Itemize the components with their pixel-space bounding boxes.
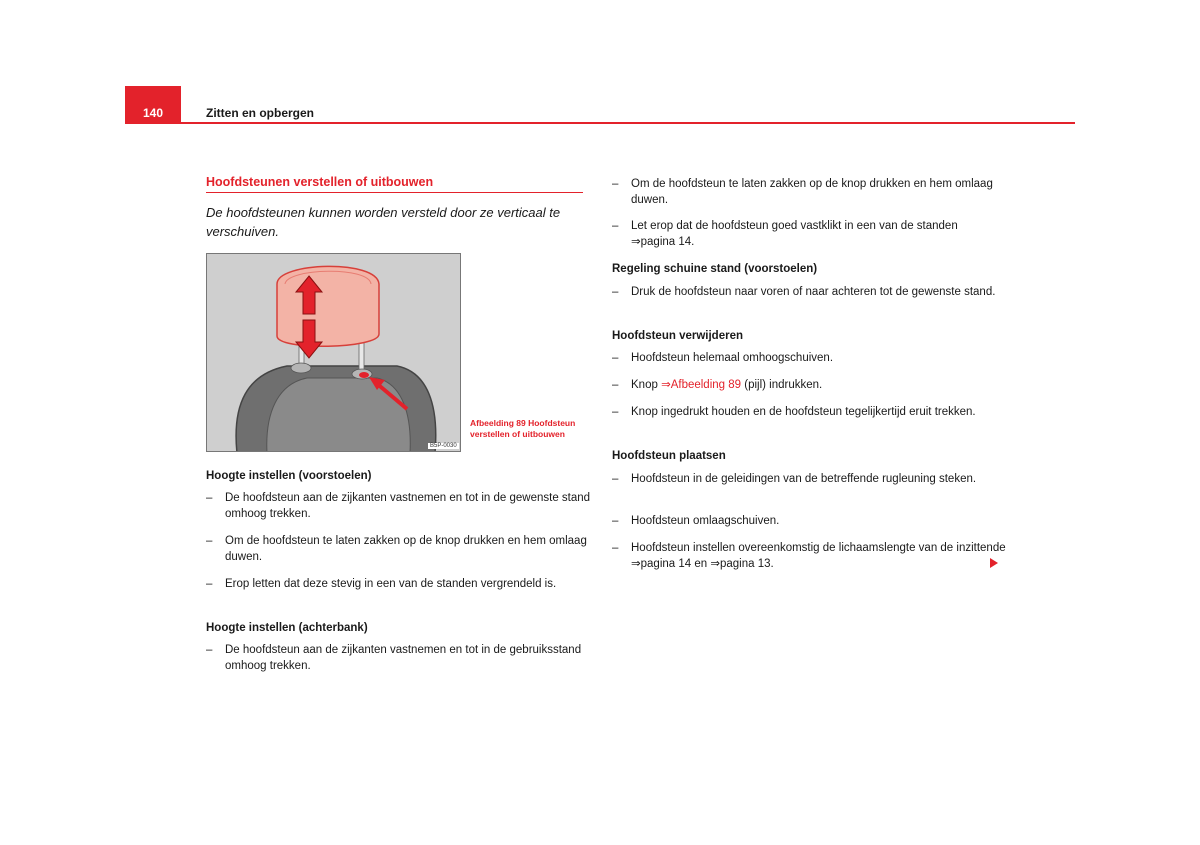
list-item xyxy=(612,471,1006,487)
list-item-text: Hoofdsteun in de geleidingen van de betreffende rugleuning steken. xyxy=(631,473,977,485)
heading-verwijderen: Hoofdsteun verwijderen xyxy=(612,330,743,342)
list-item xyxy=(612,513,1006,529)
list-dash: – xyxy=(612,352,619,364)
list-dash: – xyxy=(206,492,213,504)
list-item-text: Om de hoofdsteun te laten zakken op de knop drukken en hem omlaag duwen. xyxy=(225,535,587,563)
list-item xyxy=(206,533,600,565)
list-item-text: Hoofdsteun helemaal omhoogschuiven. xyxy=(631,352,834,364)
list-item xyxy=(612,377,1006,393)
list-item-text: Druk de hoofdsteun naar voren of naar achteren tot de gewenste stand. xyxy=(631,286,996,298)
list-item xyxy=(612,404,1006,420)
heading-hoogte-achterbank: Hoogte instellen (achterbank) xyxy=(206,622,368,634)
list-item-text: De hoofdsteun aan de zijkanten vastnemen en tot in de gewenste stand omhoog trekken. xyxy=(225,492,591,520)
list-item xyxy=(612,218,991,250)
heading-plaatsen: Hoofdsteun plaatsen xyxy=(612,450,726,462)
list-dash: – xyxy=(612,379,619,391)
list-item xyxy=(612,540,1011,572)
list-dash: – xyxy=(612,542,619,554)
list-item xyxy=(206,576,600,592)
list-item-text: De hoofdsteun aan de zijkanten vastnemen en tot in de gebruiksstand omhoog trekken. xyxy=(225,644,582,672)
list-item-text: Om de hoofdsteun te laten zakken op de knop drukken en hem omlaag duwen. xyxy=(631,178,993,206)
list-item xyxy=(206,642,585,674)
list-item xyxy=(612,284,1001,300)
list-item-text: Erop letten dat deze stevig in een van de standen vergrendeld is. xyxy=(225,578,557,590)
list-dash: – xyxy=(612,286,619,298)
list-item-text: Hoofdsteun instellen overeenkomstig de lichaamslengte van de inzittende ⇒pagina 14 en ⇒pagina 13. xyxy=(631,542,1006,570)
figure-caption: Afbeelding 89 Hoofdsteun verstellen of uitbouwen xyxy=(470,418,576,439)
list-dash: – xyxy=(206,535,213,547)
heading-schuine-stand: Regeling schuine stand (voorstoelen) xyxy=(612,263,818,275)
headrest-illustration-svg xyxy=(207,254,461,452)
figure-code: B5P-0030 xyxy=(430,443,457,449)
list-item-text: Knop ingedrukt houden en de hoofdsteun tegelijkertijd eruit trekken. xyxy=(631,406,976,418)
heading-hoogte-voorstoelen: Hoogte instellen (voorstoelen) xyxy=(206,470,372,482)
header-rule xyxy=(125,122,1075,124)
list-dash: – xyxy=(612,178,619,190)
list-dash: – xyxy=(612,515,619,527)
play-triangle-icon xyxy=(990,558,998,568)
list-item xyxy=(612,176,1006,208)
list-item-text: Let erop dat de hoofdsteun goed vastklikt in een van de standen ⇒pagina 14. xyxy=(631,220,958,248)
list-item xyxy=(206,490,600,522)
list-dash: – xyxy=(612,220,619,232)
section-title: Hoofdsteunen verstellen of uitbouwen xyxy=(206,175,434,189)
section-rule xyxy=(206,192,583,193)
page-number: 140 xyxy=(142,106,164,120)
section-lead: De hoofdsteunen kunnen worden versteld door ze verticaal te verschuiven. xyxy=(206,205,561,239)
list-item-text: Knop xyxy=(631,379,662,391)
list-item-text: (pijl) indrukken. xyxy=(741,379,823,391)
list-item-text: Hoofdsteun omlaagschuiven. xyxy=(631,515,780,527)
list-item xyxy=(612,350,1006,366)
headrest-illustration xyxy=(206,253,461,452)
list-dash: – xyxy=(206,578,213,590)
list-dash: – xyxy=(612,406,619,418)
chapter-title: Zitten en opbergen xyxy=(206,106,314,120)
list-dash: – xyxy=(206,644,213,656)
list-dash: – xyxy=(612,473,619,485)
figure-reference-link[interactable]: ⇒Afbeelding 89 xyxy=(661,379,742,391)
